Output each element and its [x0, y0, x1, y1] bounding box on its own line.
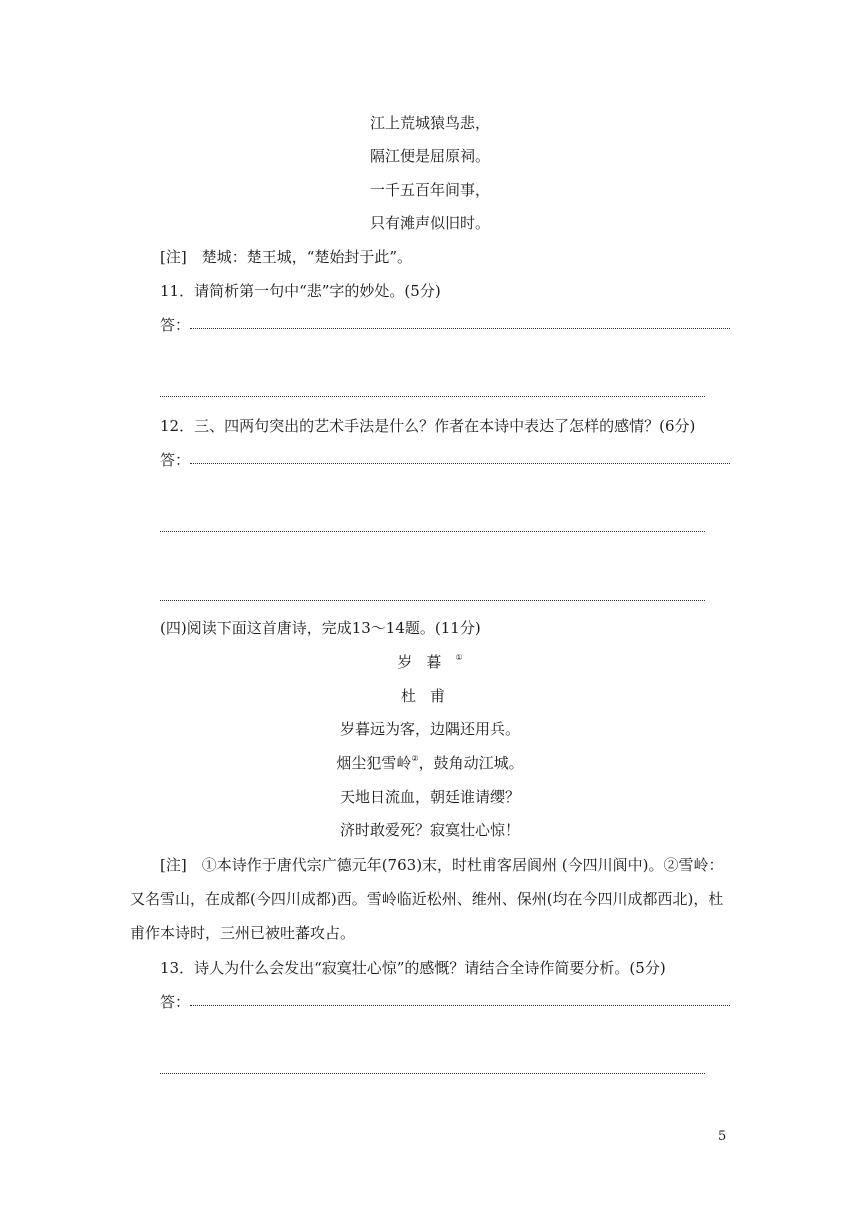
poem2-title-text: 岁暮 — [397, 653, 456, 671]
answer-label-12: 答： — [160, 451, 191, 469]
section-4-intro: (四)阅读下面这首唐诗，完成13～14题。(11分) — [160, 619, 481, 637]
footnote-mark-1: ① — [455, 653, 463, 662]
answer-line-12c[interactable] — [160, 600, 705, 601]
answer-line-13a[interactable] — [190, 1005, 730, 1006]
poem2-author-text: 杜甫 — [400, 687, 459, 705]
page-number: 5 — [718, 1129, 727, 1144]
question-12: 12．三、四两句突出的艺术手法是什么？作者在本诗中表达了怎样的感情？(6分) — [160, 417, 696, 435]
poem1-line-3: 一千五百年间事， — [369, 181, 490, 199]
poem2-line-2b: ，鼓角动江城。 — [418, 754, 524, 772]
poem2-line-3: 天地日流血，朝廷谁请缨？ — [339, 788, 520, 806]
poem1-line-2: 隔江便是屈原祠。 — [369, 147, 490, 165]
poem1-line-1: 江上荒城猿鸟悲， — [369, 114, 490, 132]
poem2-line-1: 岁暮远为客，边隅还用兵。 — [339, 720, 520, 738]
footnote-mark-2: ② — [411, 754, 419, 763]
poem2-line-4: 济时敢爱死？寂寞壮心惊！ — [339, 821, 520, 839]
poem2-note-line-1: [注] ①本诗作于唐代宗广德元年(763)末，时杜甫客居阆州 (今四川阆中)。②雪岭： — [160, 856, 724, 874]
poem2-note-line-2: 又名雪山，在成都(今四川成都)西。雪岭临近松州、维州、保州(均在今四川成都西北)，杜 — [130, 890, 724, 908]
question-13: 13．诗人为什么会发出“寂寞壮心惊”的感慨？请结合全诗作简要分析。(5分) — [160, 959, 666, 977]
answer-line-11b[interactable] — [160, 396, 705, 397]
answer-line-12b[interactable] — [160, 531, 705, 532]
poem2-note-line-3: 甫作本诗时，三州已被吐蕃攻占。 — [130, 924, 356, 942]
answer-label-11: 答： — [160, 316, 191, 334]
poem1-line-4: 只有滩声似旧时。 — [369, 214, 490, 232]
poem2-line-2a: 烟尘犯雪岭 — [336, 754, 412, 772]
question-11: 11．请简析第一句中“悲”字的妙处。(5分) — [160, 282, 441, 300]
answer-line-11a[interactable] — [190, 328, 730, 329]
answer-label-13: 答： — [160, 993, 191, 1011]
answer-line-13b[interactable] — [160, 1073, 705, 1074]
poem2-author — [0, 686, 860, 706]
answer-line-12a[interactable] — [190, 463, 730, 464]
poem2-title — [0, 652, 860, 672]
poem2-line-2 — [0, 753, 860, 773]
poem1-note: [注] 楚城：楚王城，“楚始封于此”。 — [160, 248, 413, 266]
